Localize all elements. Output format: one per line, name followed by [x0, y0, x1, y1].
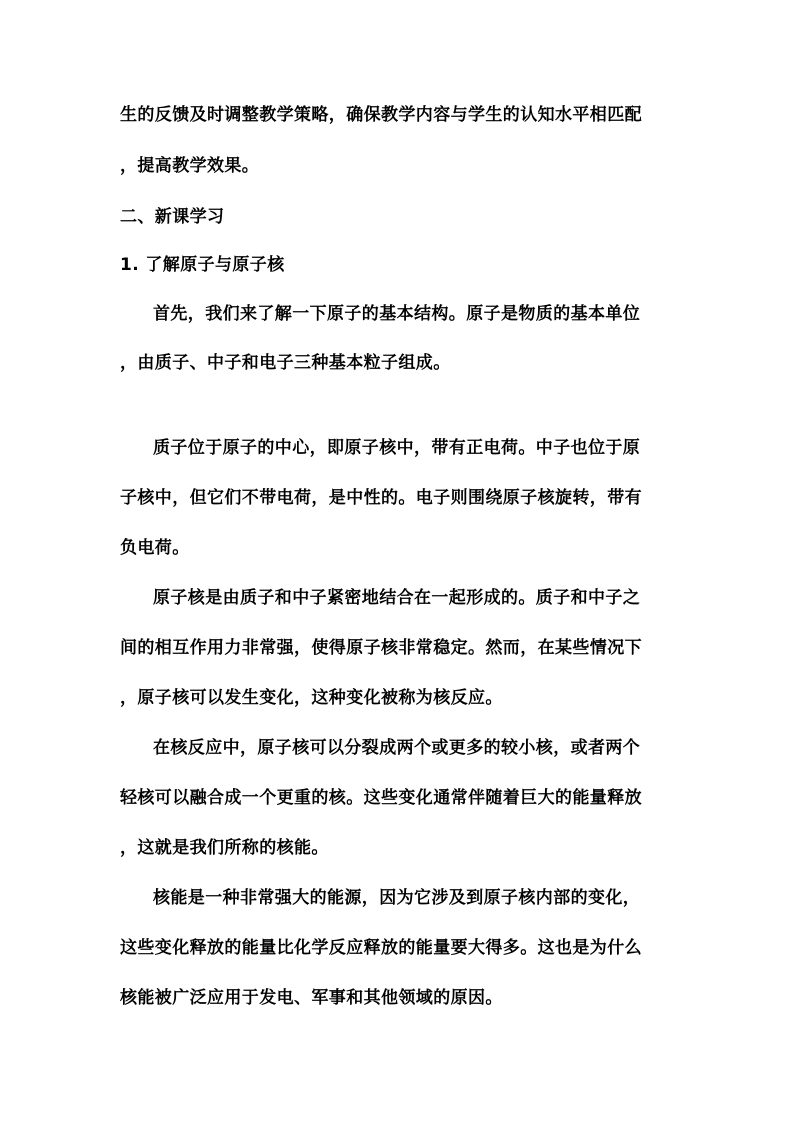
paragraph-line: ，这就是我们所称的核能。	[120, 838, 329, 858]
paragraph-line: 核能被广泛应用于发电、军事和其他领域的原因。	[120, 988, 503, 1008]
section-heading: 二、新课学习	[120, 207, 225, 227]
subsection-heading: 1. 了解原子与原子核	[120, 255, 285, 275]
paragraph-line: ，原子核可以发生变化，这种变化被称为核反应。	[120, 688, 503, 708]
paragraph-line: ，提高教学效果。	[120, 156, 260, 176]
paragraph-line: 原子核是由质子和中子紧密地结合在一起形成的。质子和中子之	[153, 588, 641, 608]
paragraph-line: 质子位于原子的中心，即原子核中，带有正电荷。中子也位于原	[153, 438, 641, 458]
paragraph-line: ，由质子、中子和电子三种基本粒子组成。	[120, 353, 451, 373]
paragraph-line: 轻核可以融合成一个更重的核。这些变化通常伴随着巨大的能量释放	[120, 788, 642, 808]
paragraph-line: 负电荷。	[120, 538, 190, 558]
paragraph-line: 这些变化释放的能量比化学反应释放的能量要大得多。这也是为什么	[120, 938, 642, 958]
paragraph-line: 生的反馈及时调整教学策略，确保教学内容与学生的认知水平相匹配	[120, 105, 642, 125]
paragraph-line: 首先，我们来了解一下原子的基本结构。原子是物质的基本单位	[153, 304, 641, 324]
paragraph-line: 核能是一种非常强大的能源，因为它涉及到原子核内部的变化，	[153, 888, 641, 908]
paragraph-line: 子核中，但它们不带电荷，是中性的。电子则围绕原子核旋转，带有	[120, 488, 642, 508]
paragraph-line: 在核反应中，原子核可以分裂成两个或更多的较小核，或者两个	[153, 738, 641, 758]
paragraph-line: 间的相互作用力非常强，使得原子核非常稳定。然而，在某些情况下	[120, 638, 642, 658]
